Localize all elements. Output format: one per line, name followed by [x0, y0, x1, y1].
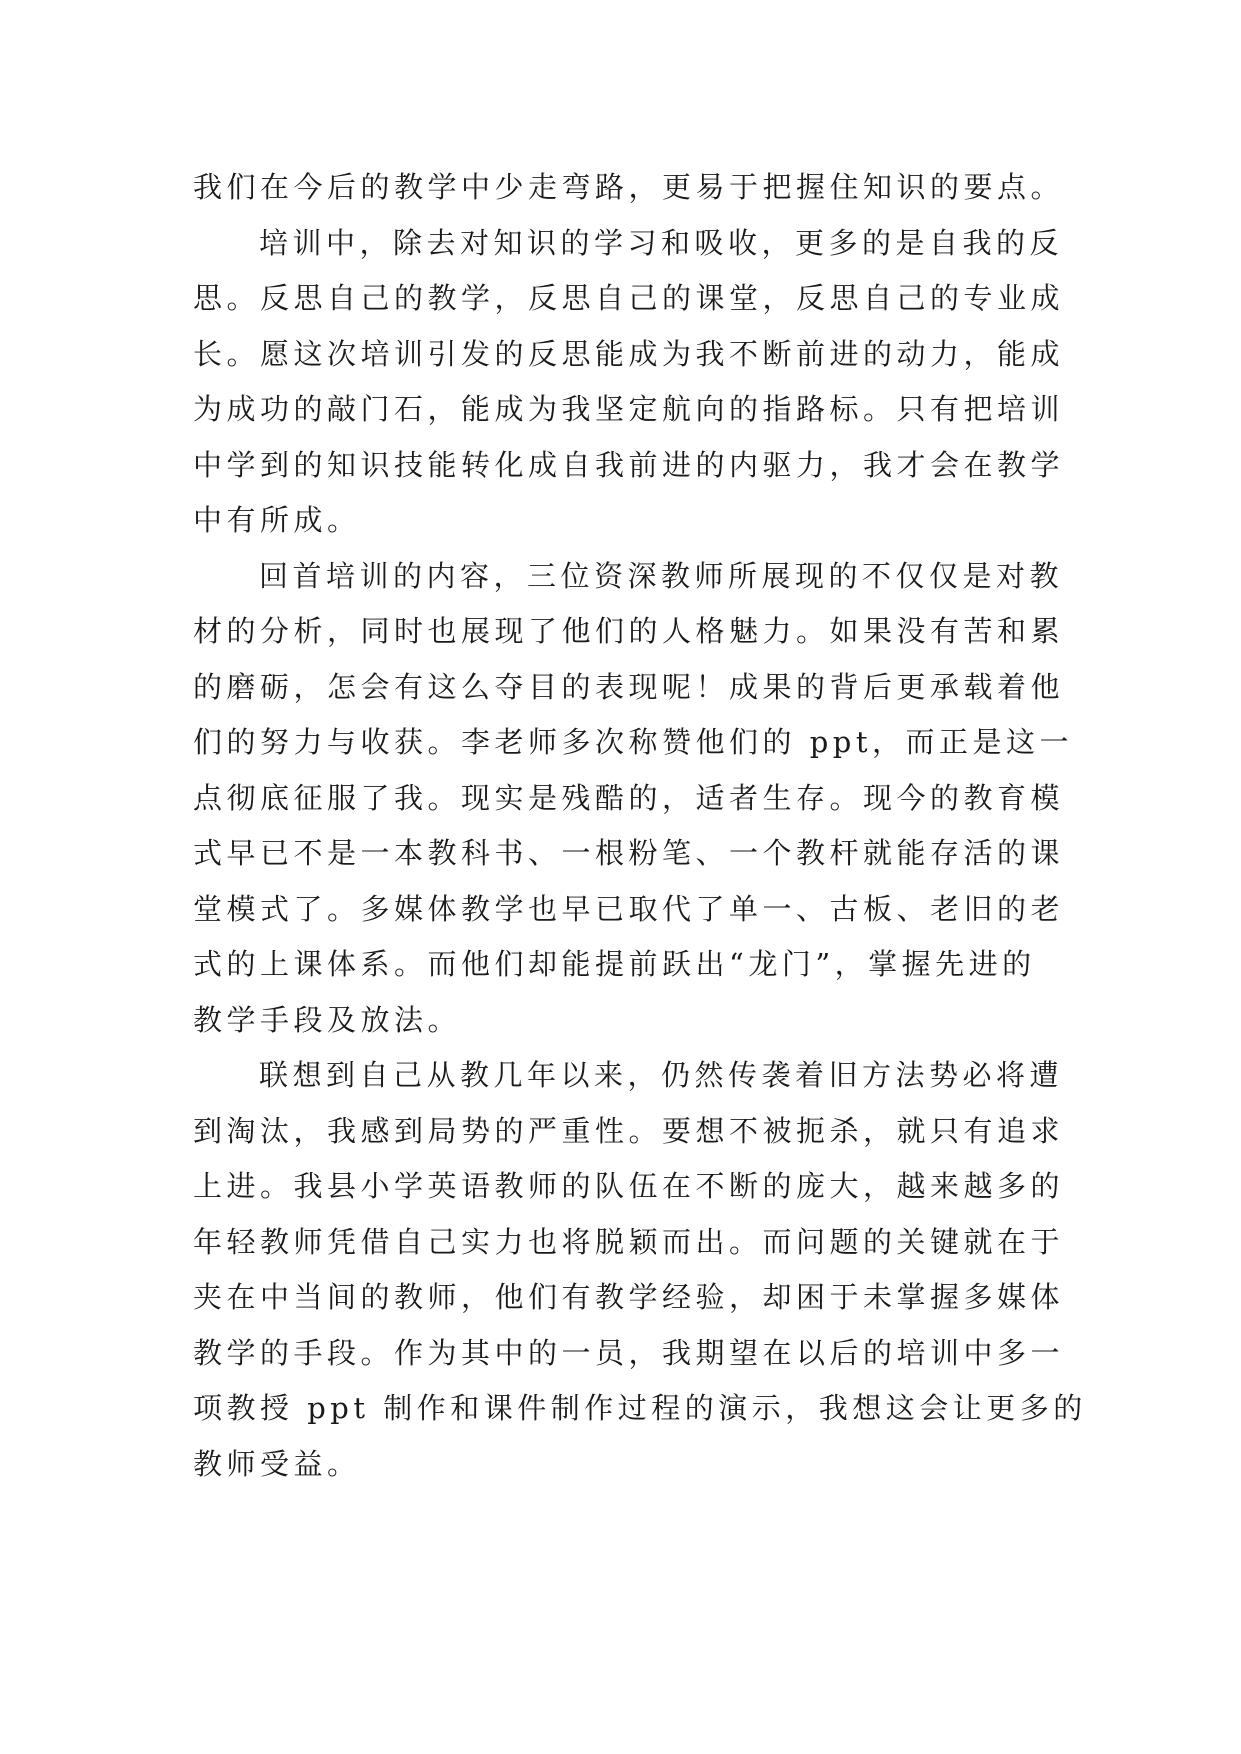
text-line: 们的努力与收获。李老师多次称赞他们的 ppt，而正是这一: [193, 725, 1074, 759]
paragraph-first-line: 联想到自己从教几年以来，仍然传袭着旧方法势必将遭: [259, 1058, 1064, 1092]
paragraph-first-line: 回首培训的内容，三位资深教师所展现的不仅仅是对教: [259, 558, 1064, 593]
text-line: 堂模式了。多媒体教学也早已取代了单一、古板、老旧的老: [193, 891, 1065, 926]
paragraph-first-line: 培训中，除去对知识的学习和吸收，更多的是自我的反: [259, 225, 1064, 260]
text-line: 为成功的敲门石，能成为我坚定航向的指路标。只有把培训: [193, 392, 1065, 426]
text-line: 中有所成。: [193, 503, 361, 537]
text-line: 教师受益。: [193, 1446, 361, 1481]
text-line: 式的上课体系。而他们却能提前跃出“龙门”，掌握先进的: [193, 947, 1036, 981]
text-line: 我们在今后的教学中少走弯路，更易于把握住知识的要点。: [193, 170, 1065, 204]
text-line: 式早已不是一本教科书、一根粉笔、一个教杆就能存活的课: [193, 836, 1065, 870]
text-line: 教学的手段。作为其中的一员，我期望在以后的培训中多一: [193, 1335, 1065, 1370]
text-line: 年轻教师凭借自己实力也将脱颖而出。而问题的关键就在于: [193, 1224, 1065, 1259]
text-line: 项教授 ppt 制作和课件制作过程的演示，我想这会让更多的: [193, 1391, 1087, 1425]
text-line: 材的分析，同时也展现了他们的人格魅力。如果没有苦和累: [193, 614, 1065, 648]
text-line: 教学手段及放法。: [193, 1002, 462, 1037]
document-body: [193, 160, 1087, 1492]
text-line: 夹在中当间的教师，他们有教学经验，却困于未掌握多媒体: [193, 1280, 1065, 1314]
text-line: 长。愿这次培训引发的反思能成为我不断前进的动力，能成: [193, 336, 1065, 371]
text-line: 中学到的知识技能转化成自我前进的内驱力，我才会在教学: [193, 447, 1065, 482]
text-line: 到淘汰，我感到局势的严重性。要想不被扼杀，就只有追求: [193, 1113, 1065, 1148]
text-line: 的磨砺，怎会有这么夺目的表现呢！成果的背后更承载着他: [193, 669, 1065, 704]
text-line: 上进。我县小学英语教师的队伍在不断的庞大，越来越多的: [193, 1169, 1065, 1203]
text-line: 点彻底征服了我。现实是残酷的，适者生存。现今的教育模: [193, 780, 1065, 815]
text-line: 思。反思自己的教学，反思自己的课堂，反思自己的专业成: [193, 281, 1065, 315]
